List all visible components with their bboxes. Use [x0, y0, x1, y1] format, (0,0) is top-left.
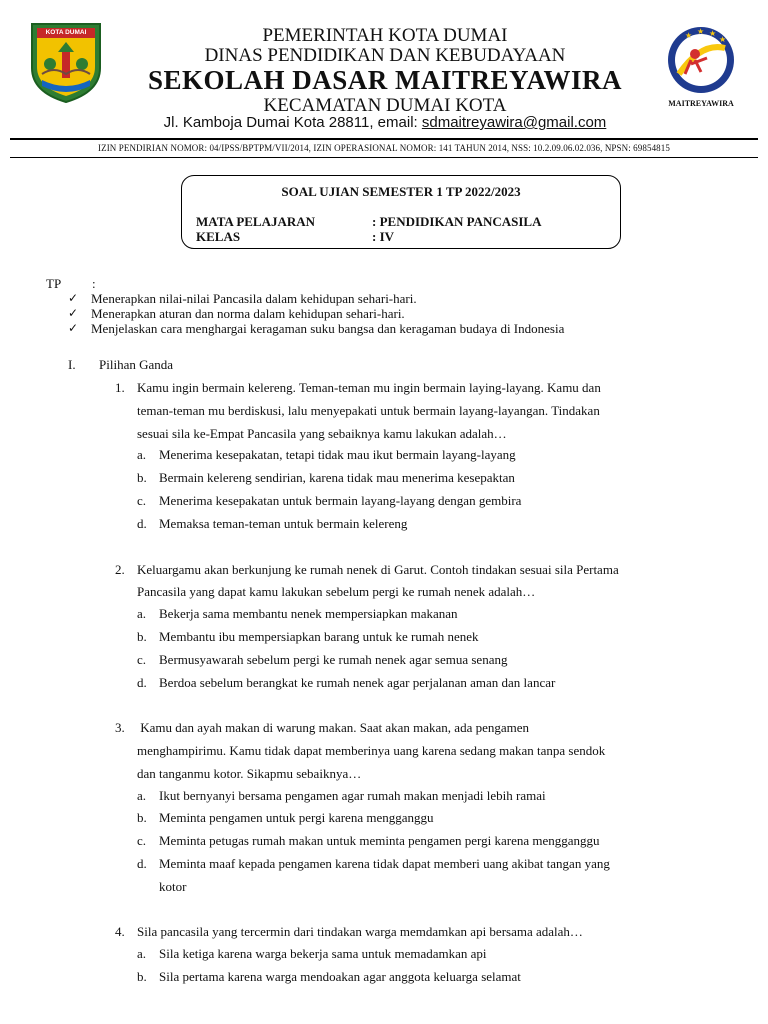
- option-text: Meminta petugas rumah makan untuk meminta pengamen pergi karena mengganggu: [159, 833, 600, 848]
- emblem-label: KOTA DUMAI: [45, 29, 87, 36]
- tp-label: TP: [46, 276, 62, 291]
- option-letter: d.: [137, 856, 147, 871]
- option-letter: d.: [137, 675, 147, 690]
- district-line: KECAMATAN DUMAI KOTA: [263, 95, 507, 116]
- section-title: Pilihan Ganda: [99, 357, 174, 372]
- maitreyawira-logo: [655, 24, 747, 110]
- subject-row: [196, 214, 542, 230]
- check-icon: ✓: [68, 291, 79, 305]
- header-rule-bottom: [10, 157, 758, 158]
- option-text: Sila ketiga karena warga bekerja sama untuk memadamkan api: [159, 946, 487, 961]
- question-text: teman-teman mu berdiskusi, lalu menyepakati untuk bermain layang-layangan. Tindakan: [137, 403, 600, 418]
- logo-caption: MAITREYAWIRA: [668, 99, 734, 108]
- question-number: 1.: [115, 380, 125, 395]
- svg-text:★: ★: [697, 27, 705, 36]
- class-row: [196, 229, 394, 245]
- svg-text:★: ★: [719, 35, 727, 44]
- question-text: Kamu dan ayah makan di warung makan. Saat akan makan, ada pengamen: [137, 720, 530, 735]
- option-text: Bekerja sama membantu nenek mempersiapkan makanan: [159, 606, 458, 621]
- permit-line: IZIN PENDIRIAN NOMOR: 04/IPSS/BPTPM/VII/2014, IZIN OPERASIONAL NOMOR: 141 TAHUN 2014, NSS: 10.2.09.06.02.036, NPSN: 69854815: [98, 143, 670, 153]
- option-letter: a.: [137, 788, 147, 803]
- option-letter: d.: [137, 516, 147, 531]
- check-icon: ✓: [68, 306, 79, 320]
- tp-item: Menerapkan nilai-nilai Pancasila dalam kehidupan sehari-hari.: [91, 291, 417, 306]
- address-line: [70, 115, 700, 130]
- exam-title: SOAL UJIAN SEMESTER 1 TP 2022/2023: [281, 184, 521, 199]
- option-letter: a.: [137, 447, 147, 462]
- department-line: DINAS PENDIDIKAN DAN KEBUDAYAAN: [204, 45, 566, 66]
- question-text: Keluargamu akan berkunjung ke rumah nenek di Garut. Contoh tindakan sesuai sila Pertama: [137, 562, 619, 577]
- option-text: Menerima kesepakatan, tetapi tidak mau ikut bermain layang-layang: [159, 447, 516, 462]
- question-text: menghampirimu. Kamu tidak dapat memberinya uang karena sedang makan tanpa sendok: [137, 743, 606, 758]
- question-text: Pancasila yang dapat kamu lakukan sebelum pergi ke rumah nenek adalah…: [137, 584, 536, 599]
- subject-label: MATA PELAJARAN: [196, 214, 316, 229]
- option-text: Sila pertama karena warga mendoakan agar anggota keluarga selamat: [159, 969, 521, 984]
- question-text: sesuai sila ke-Empat Pancasila yang sebaiknya kamu lakukan adalah…: [137, 426, 507, 441]
- svg-text:★: ★: [685, 31, 693, 40]
- svg-text:★: ★: [709, 29, 717, 38]
- question-text: dan tanganmu kotor. Sikapmu sebaiknya…: [137, 766, 362, 781]
- tp-item: Menjelaskan cara menghargai keragaman suku bangsa dan keragaman budaya di Indonesia: [91, 321, 565, 336]
- option-letter: c.: [137, 652, 147, 667]
- option-letter: b.: [137, 969, 147, 984]
- check-icon: ✓: [68, 321, 79, 335]
- option-text: Meminta maaf kepada pengamen karena tidak dapat memberi uang akibat tangan yang: [159, 856, 610, 871]
- option-letter: b.: [137, 629, 147, 644]
- option-letter: a.: [137, 606, 147, 621]
- question-number: 2.: [115, 562, 125, 577]
- subject-value: : PENDIDIKAN PANCASILA: [372, 214, 542, 229]
- question-number: 4.: [115, 924, 125, 939]
- address-text: Jl. Kamboja Dumai Kota 28811, email:: [163, 114, 422, 131]
- tp-item: Menerapkan aturan dan norma dalam kehidupan sehari-hari.: [91, 306, 405, 321]
- option-letter: b.: [137, 470, 147, 485]
- option-text: Bermain kelereng sendirian, karena tidak mau menerima kesepaktan: [159, 470, 515, 485]
- section-numeral: I.: [68, 357, 76, 372]
- class-label: KELAS: [196, 229, 241, 244]
- email-link[interactable]: sdmaitreyawira@gmail.com: [421, 114, 607, 131]
- option-text: Menerima kesepakatan untuk bermain layang-layang dengan gembira: [159, 493, 522, 508]
- option-text: Meminta pengamen untuk pergi karena mengganggu: [159, 810, 434, 825]
- option-text: Berdoa sebelum berangkat ke rumah nenek agar perjalanan aman dan lancar: [159, 675, 556, 690]
- option-letter: b.: [137, 810, 147, 825]
- option-letter: c.: [137, 493, 147, 508]
- option-letter: a.: [137, 946, 147, 961]
- question-text: Sila pancasila yang tercermin dari tindakan warga memdamkan api bersama adalah…: [137, 924, 583, 939]
- header-rule-top: [10, 138, 758, 140]
- class-value: : IV: [372, 229, 395, 244]
- option-text: Bermusyawarah sebelum pergi ke rumah nenek agar semua senang: [159, 652, 508, 667]
- question-text: Kamu ingin bermain kelereng. Teman-teman mu ingin bermain laying-layang. Kamu dan: [137, 380, 601, 395]
- exam-info-box: [181, 175, 621, 249]
- question-number: 3.: [115, 720, 125, 735]
- option-text: Memaksa teman-teman untuk bermain kelereng: [159, 516, 408, 531]
- option-text-continued: kotor: [159, 879, 187, 894]
- government-line: PEMERINTAH KOTA DUMAI: [262, 25, 508, 46]
- option-text: Membantu ibu mempersiapkan barang untuk ke rumah nenek: [159, 629, 479, 644]
- option-letter: c.: [137, 833, 147, 848]
- school-name: SEKOLAH DASAR MAITREYAWIRA: [147, 65, 623, 95]
- option-text: Ikut bernyanyi bersama pengamen agar rumah makan menjadi lebih ramai: [159, 788, 546, 803]
- tp-colon: :: [92, 276, 96, 291]
